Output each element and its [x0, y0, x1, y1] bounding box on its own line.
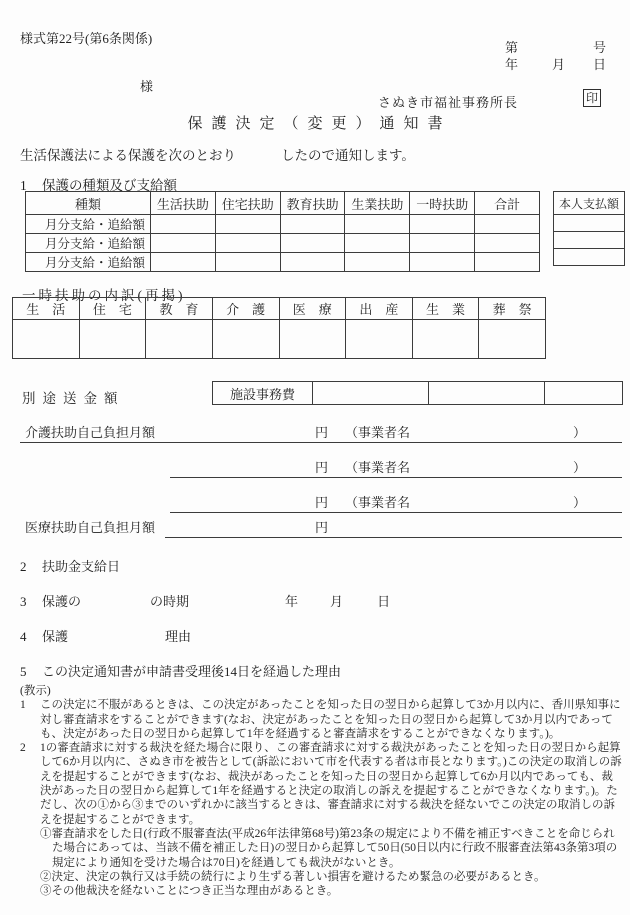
benefit-amount-table	[25, 191, 540, 272]
addressee-suffix: 様	[140, 79, 154, 94]
shisetsu-jimuhi-label: 施設事務費	[213, 382, 313, 405]
cell-empty	[345, 253, 410, 272]
item-3-day: 日	[377, 594, 391, 609]
kyoji-notice-section	[20, 684, 622, 898]
ichiji-breakdown-table	[12, 297, 546, 359]
kyoji-item-1-text: この決定に不服があるときは、この決定があったことを知った日の翌日から起算して3か月以内に、香川県知事に対し審査請求をすることができます(なお、決定があったことを知った日の翌日から起算して3か月以内であっても、決定があった日の翌日から起算して1年を経過すると審査請求をすることができなくなります。)。	[40, 699, 621, 740]
date-month-label: 月	[552, 57, 566, 72]
cell-empty	[410, 253, 475, 272]
cell-empty	[554, 249, 625, 266]
kyoji-subitem-1: ①審査請求をした日(行政不服審査法(平成26年法律第68号)第23条の規定により不備を補正すべきことを命じられた場合にあっては、当該不備を補正した日)の翌日から起算して50日(50日以内に行政不服審査法第43条第3項の規定により通知を受けた場合は70日)を経過しても裁決がないとき。	[40, 827, 618, 869]
betto-sokin-label: 別途送金額	[22, 391, 125, 406]
item-4-suffix: 理由	[165, 629, 192, 644]
jigyosha-label: （事業者名	[345, 425, 411, 440]
table-row	[213, 382, 623, 405]
cell-empty	[215, 253, 280, 272]
issuer-line	[0, 92, 630, 114]
close-paren: ）	[573, 425, 587, 440]
col-header-kyoiku2: 教 育	[146, 298, 213, 320]
section1-title: 保護の種類及び支給額	[42, 178, 177, 193]
document-number-line	[0, 37, 630, 54]
cell-empty	[13, 320, 80, 359]
col-header-iryo2: 医 療	[279, 298, 346, 320]
cell-empty	[554, 232, 625, 249]
self-payment-table	[553, 191, 625, 266]
col-header-seikatsu2: 生 活	[13, 298, 80, 320]
table-row	[13, 320, 546, 359]
col-header-shussan: 出 産	[346, 298, 413, 320]
col-header-kaigo2: 介 護	[212, 298, 279, 320]
cell-empty	[279, 320, 346, 359]
item-2-payment-date	[20, 556, 620, 575]
item-5-delay-reason	[20, 661, 620, 680]
cell-empty	[215, 215, 280, 234]
col-header-jutaku: 住宅扶助	[215, 192, 280, 215]
table-row	[26, 234, 540, 253]
page-title: 保護決定（変更）通知書	[187, 116, 452, 132]
kaigo-burden-label: 介護扶助自己負担月額	[25, 425, 156, 440]
col-header-gokei: 合計	[475, 192, 540, 215]
ichiji-heading: 一時扶助の内訳(再掲)	[22, 288, 186, 303]
form-number: 様式第22号(第6条関係)	[20, 31, 153, 46]
item-4-pre: 保護	[42, 629, 69, 644]
col-header-seigyo: 生業扶助	[345, 192, 410, 215]
jigyosha-label: （事業者名	[345, 460, 411, 475]
cell-empty	[412, 320, 479, 359]
col-header-sosai: 葬 祭	[479, 298, 546, 320]
table-row	[26, 215, 540, 234]
row-label-month3: 月分支給・追給額	[26, 253, 151, 272]
doc-no-prefix: 第	[505, 40, 519, 55]
iryo-burden-line	[20, 518, 622, 538]
col-header-kind: 種類	[26, 192, 151, 215]
item-2-text: 扶助金支給日	[42, 559, 121, 574]
fill-in-line	[170, 477, 622, 478]
cell-empty	[151, 234, 216, 253]
intro-sentence	[20, 144, 415, 164]
kyoji-heading: (教示)	[20, 685, 51, 697]
issuer-name: さぬき市福祉事務所長	[378, 95, 519, 110]
col-header-self-payment: 本人支払額	[554, 192, 625, 215]
cell-empty	[79, 320, 146, 359]
item-5-text: この決定通知書が申請書受理後14日を経過した理由	[42, 664, 342, 679]
item-3-mid: の時期	[150, 594, 190, 609]
kyoji-item-2-text: 1の審査請求に対する裁決を経た場合に限り、この審査請求に対する裁決があったことを知った日の翌日から起算して6か月以内に、さぬき市を被告として(訴訟において市を代表する者は市長となります。)この決定の取消しの訴えを提起することができます(なお、裁決があったことを知った日の翌日から起算して6か月以内であっても、裁決があった日の翌日から起算して1年を経過すると決定の取消しの訴えを提起することができなくなります。)。ただし、次の①から③までのいずれかに該当するときは、審査請求に対する裁決を経ないでこの決定の取消しの訴えを提起することができます。	[40, 742, 622, 826]
close-paren: ）	[573, 495, 587, 510]
item-4-number: 4	[20, 629, 27, 644]
date-line	[0, 54, 630, 71]
cell-empty	[313, 382, 429, 405]
yen-label: 円	[315, 425, 329, 440]
col-header-kyoiku: 教育扶助	[280, 192, 345, 215]
jigyosha-label: （事業者名	[345, 495, 411, 510]
table-row	[26, 253, 540, 272]
item-3-number: 3	[20, 594, 27, 609]
row-label-month1: 月分支給・追給額	[26, 215, 151, 234]
cell-empty	[346, 320, 413, 359]
intro-part2: したので通知します。	[281, 148, 415, 163]
col-header-jutaku2: 住 宅	[79, 298, 146, 320]
item-3-pre: 保護の	[42, 594, 82, 609]
date-year-label: 年	[505, 57, 519, 72]
kyoji-item-1	[20, 698, 622, 741]
kyoji-item-2-number: 2	[20, 742, 26, 755]
iryo-burden-label: 医療扶助自己負担月額	[25, 520, 156, 535]
cell-empty	[280, 215, 345, 234]
item-3-year: 年	[285, 594, 299, 609]
kyoji-item-1-number: 1	[20, 699, 26, 712]
cell-empty	[429, 382, 545, 405]
yen-label: 円	[315, 495, 329, 510]
kaigo-burden-line-3	[20, 493, 622, 513]
cell-empty	[280, 253, 345, 272]
col-header-ichiji: 一時扶助	[410, 192, 475, 215]
doc-no-suffix: 号	[593, 40, 607, 55]
cell-empty	[146, 320, 213, 359]
kyoji-subitem-2: ②決定、決定の執行又は手続の続行により生ずる著しい損害を避けるため緊急の必要があるとき。	[40, 870, 546, 883]
cell-empty	[410, 215, 475, 234]
item-4-reason	[20, 626, 620, 645]
item-3-month: 月	[330, 594, 344, 609]
fill-in-line	[170, 512, 622, 513]
cell-empty	[345, 234, 410, 253]
cell-empty	[554, 215, 625, 232]
cell-empty	[475, 215, 540, 234]
kyoji-item-2	[20, 741, 622, 827]
col-header-seigyo2: 生 業	[412, 298, 479, 320]
cell-empty	[410, 234, 475, 253]
kaigo-burden-line-2	[20, 458, 622, 478]
cell-empty	[345, 215, 410, 234]
cell-empty	[151, 253, 216, 272]
kaigo-burden-line-1	[20, 423, 622, 443]
table-header-row	[13, 298, 546, 320]
cell-empty	[475, 253, 540, 272]
cell-empty	[479, 320, 546, 359]
cell-empty	[151, 215, 216, 234]
date-day-label: 日	[593, 57, 607, 72]
cell-empty	[280, 234, 345, 253]
row-label-month2: 月分支給・追給額	[26, 234, 151, 253]
close-paren: ）	[573, 460, 587, 475]
intro-part1: 生活保護法による保護を次のとおり	[20, 148, 236, 163]
cell-empty	[212, 320, 279, 359]
yen-label: 円	[315, 520, 329, 535]
col-header-seikatsu: 生活扶助	[151, 192, 216, 215]
cell-empty	[475, 234, 540, 253]
item-5-number: 5	[20, 664, 27, 679]
fill-in-line	[20, 442, 622, 443]
cell-empty	[545, 382, 623, 405]
kyoji-subitem-3: ③その他裁決を経ないことにつき正当な理由があるとき。	[40, 885, 339, 898]
fill-in-line	[165, 537, 622, 538]
section1-number: 1	[20, 178, 27, 193]
shisetsu-jimuhi-table	[212, 381, 623, 405]
item-2-number: 2	[20, 559, 27, 574]
yen-label: 円	[315, 460, 329, 475]
seal-stamp: 印	[583, 89, 601, 107]
table-header-row	[26, 192, 540, 215]
cell-empty	[215, 234, 280, 253]
item-3-period	[20, 591, 620, 610]
